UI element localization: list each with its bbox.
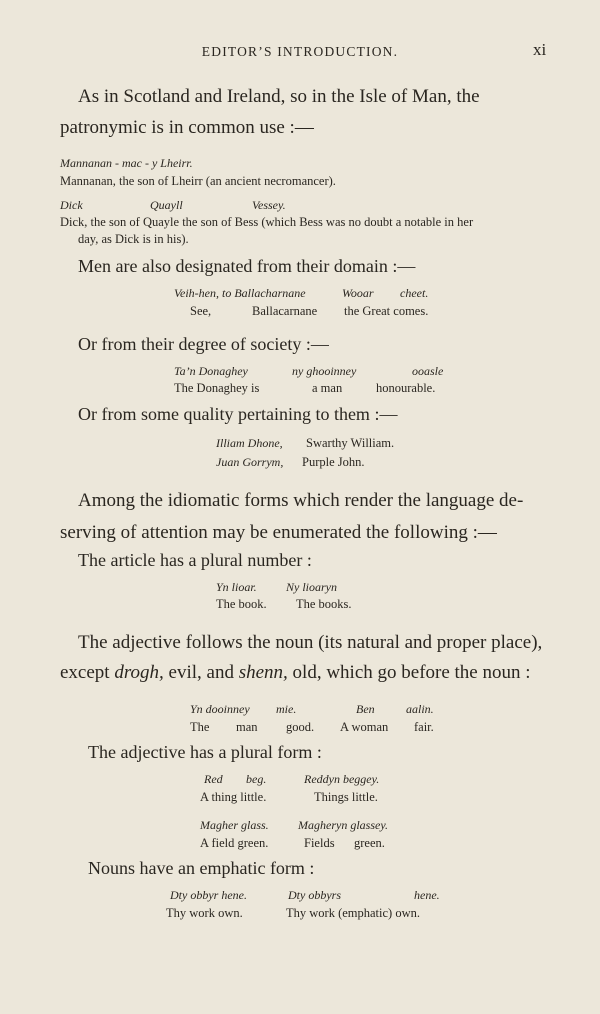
paragraph-line: patronymic is in common use :— — [60, 117, 314, 138]
paragraph-line: The article has a plural number : — [78, 550, 312, 570]
english-word: Purple John. — [302, 455, 365, 469]
manx-word: Ta’n Donaghey — [174, 364, 248, 378]
manx-word: Reddyn beggey. — [304, 772, 380, 786]
english-word: man — [236, 720, 258, 734]
manx-word: Yn dooinney — [190, 702, 250, 716]
english-word: See, — [190, 304, 212, 318]
text-run: old, which go before the noun : — [292, 662, 531, 683]
manx-word: cheet. — [400, 286, 429, 300]
running-header: EDITOR’S INTRODUCTION. — [201, 44, 399, 59]
text-run: except — [60, 662, 110, 683]
manx-word: aalin. — [406, 702, 434, 716]
paragraph-line: The adjective follows the noun (its natural and proper place), — [78, 632, 543, 653]
english-word: Thy work own. — [166, 906, 243, 920]
manx-word: Magheryn glassey. — [298, 818, 388, 832]
manx-word: Red — [204, 772, 223, 786]
manx-word: mie. — [276, 702, 297, 716]
manx-word: shenn, — [238, 662, 288, 683]
english-word: Ballacarnane — [252, 304, 318, 318]
paragraph-line: As in Scotland and Ireland, so in the Isle of Man, the — [78, 86, 480, 107]
english-word: Fields — [304, 836, 335, 850]
english-word: The — [190, 720, 210, 734]
english-word: fair. — [414, 720, 434, 734]
paragraph-line: Among the idiomatic forms which render the language de- — [78, 490, 524, 511]
english-word: Things little. — [314, 790, 378, 804]
manx-word: Vessey. — [252, 198, 286, 212]
english-word: The book. — [216, 597, 267, 611]
paragraph-line: Men are also designated from their domain :— — [78, 256, 416, 276]
english-word: honourable. — [376, 381, 436, 395]
manx-word: ny ghooinney — [292, 364, 357, 378]
english-word: green. — [354, 836, 385, 850]
manx-word: beg. — [246, 772, 267, 786]
english-word: The Donaghey is — [174, 381, 260, 395]
paragraph-line: Or from some quality pertaining to them :— — [78, 404, 398, 424]
english-translation: Dick, the son of Quayle the son of Bess (which Bess was no doubt a notable in her — [60, 215, 474, 229]
english-translation: Mannanan, the son of Lheirr (an ancient necromancer). — [60, 174, 336, 188]
manx-word: hene. — [414, 888, 440, 902]
manx-word: Yn lioar. — [216, 580, 257, 594]
english-word: Swarthy William. — [306, 436, 395, 450]
manx-word: drogh, — [114, 662, 164, 683]
manx-word: Veih-hen, to Ballacharnane — [174, 286, 306, 300]
english-word: The books. — [296, 597, 352, 611]
text-run: evil, and — [168, 662, 234, 683]
english-word: A field green. — [200, 836, 269, 850]
manx-word: Dty obbyrs — [288, 888, 341, 902]
paragraph-line: serving of attention may be enumerated the following :— — [60, 522, 497, 543]
manx-example: Mannanan - mac - y Lheirr. — [60, 156, 193, 170]
paragraph-line: Nouns have an emphatic form : — [88, 858, 315, 878]
manx-word: Ny lioaryn — [286, 580, 337, 594]
manx-word: Illiam Dhone, — [216, 436, 283, 450]
paragraph-line — [60, 662, 531, 684]
paragraph-line: Or from their degree of society :— — [78, 334, 329, 354]
paragraph-line: The adjective has a plural form : — [88, 742, 322, 762]
english-word: Thy work (emphatic) own. — [286, 906, 420, 920]
english-word: A woman — [340, 720, 389, 734]
manx-word: Dty obbyr hene. — [170, 888, 247, 902]
manx-word: Dick — [60, 198, 83, 212]
english-translation: day, as Dick is in his). — [78, 232, 189, 246]
english-word: a man — [312, 381, 343, 395]
manx-word: Magher glass. — [200, 818, 269, 832]
manx-word: Wooar — [342, 286, 374, 300]
manx-word: Ben — [356, 702, 375, 716]
manx-word: ooasle — [412, 364, 444, 378]
english-word: A thing little. — [200, 790, 267, 804]
manx-word: Juan Gorrym, — [216, 455, 284, 469]
english-word: good. — [286, 720, 315, 734]
english-word: the Great comes. — [344, 304, 429, 318]
manx-word: Quayll — [150, 198, 183, 212]
page-number: xi — [533, 40, 547, 59]
